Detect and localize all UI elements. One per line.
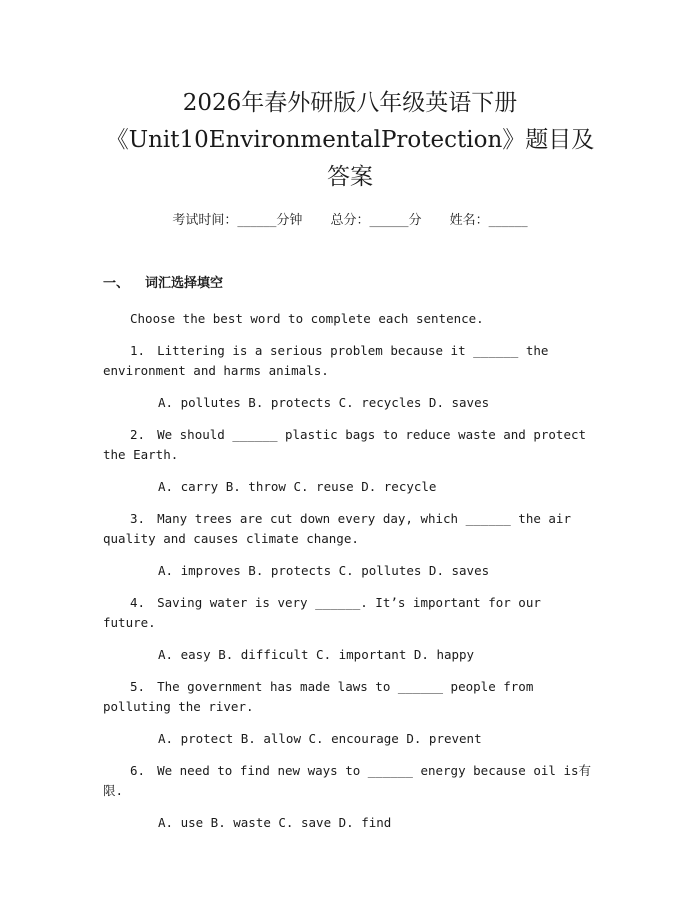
question-number: 3.	[130, 511, 146, 526]
title-line-1: 2026年春外研版八年级英语下册	[182, 90, 518, 116]
question-list	[103, 341, 597, 833]
question-number: 4.	[130, 595, 146, 610]
question-number: 5.	[130, 679, 146, 694]
section-heading	[103, 272, 597, 291]
question-options: A. pollutes B. protects C. recycles D. saves	[158, 395, 490, 410]
question-item	[103, 677, 597, 749]
question-number: 6.	[130, 763, 146, 778]
question-item	[103, 593, 597, 665]
exam-time: 考试时间：______分钟	[172, 213, 303, 228]
section-title: 词汇选择填空	[145, 276, 224, 291]
question-text: Littering is a serious problem because it ______ the environment and harms animals.	[103, 343, 549, 378]
question-number: 2.	[130, 427, 146, 442]
question-stem	[103, 761, 597, 801]
question-options: A. easy B. difficult C. important D. happy	[158, 647, 475, 662]
question-options: A. use B. waste C. save D. find	[158, 815, 392, 830]
question-stem	[103, 425, 597, 465]
section-number: 一、	[103, 276, 130, 291]
question-number: 1.	[130, 343, 146, 358]
question-item	[103, 509, 597, 581]
question-item	[103, 341, 597, 413]
exam-meta	[103, 212, 597, 230]
question-stem	[103, 341, 597, 381]
question-text: Many trees are cut down every day, which ______ the air quality and causes climate change.	[103, 511, 571, 546]
section-instruction: Choose the best word to complete each sentence.	[130, 311, 484, 326]
question-options: A. improves B. protects C. pollutes D. saves	[158, 563, 490, 578]
question-options: A. protect B. allow C. encourage D. prevent	[158, 731, 482, 746]
question-text: We should ______ plastic bags to reduce waste and protect the Earth.	[103, 427, 587, 462]
page-title	[103, 0, 597, 196]
question-text: The government has made laws to ______ people from polluting the river.	[103, 679, 534, 714]
question-stem	[103, 593, 597, 633]
question-text: Saving water is very ______. It’s important for our future.	[103, 595, 541, 630]
exam-score: 总分：______分	[330, 213, 422, 228]
question-item	[103, 425, 597, 497]
question-text: We need to find new ways to ______ energy because oil is有限.	[103, 763, 591, 798]
question-item	[103, 761, 597, 833]
question-options: A. carry B. throw C. reuse D. recycle	[158, 479, 437, 494]
question-stem	[103, 677, 597, 717]
student-name: 姓名：______	[449, 213, 528, 228]
question-stem	[103, 509, 597, 549]
title-line-3: 答案	[327, 164, 373, 190]
title-line-2: 《Unit10EnvironmentalProtection》题目及	[105, 127, 595, 153]
